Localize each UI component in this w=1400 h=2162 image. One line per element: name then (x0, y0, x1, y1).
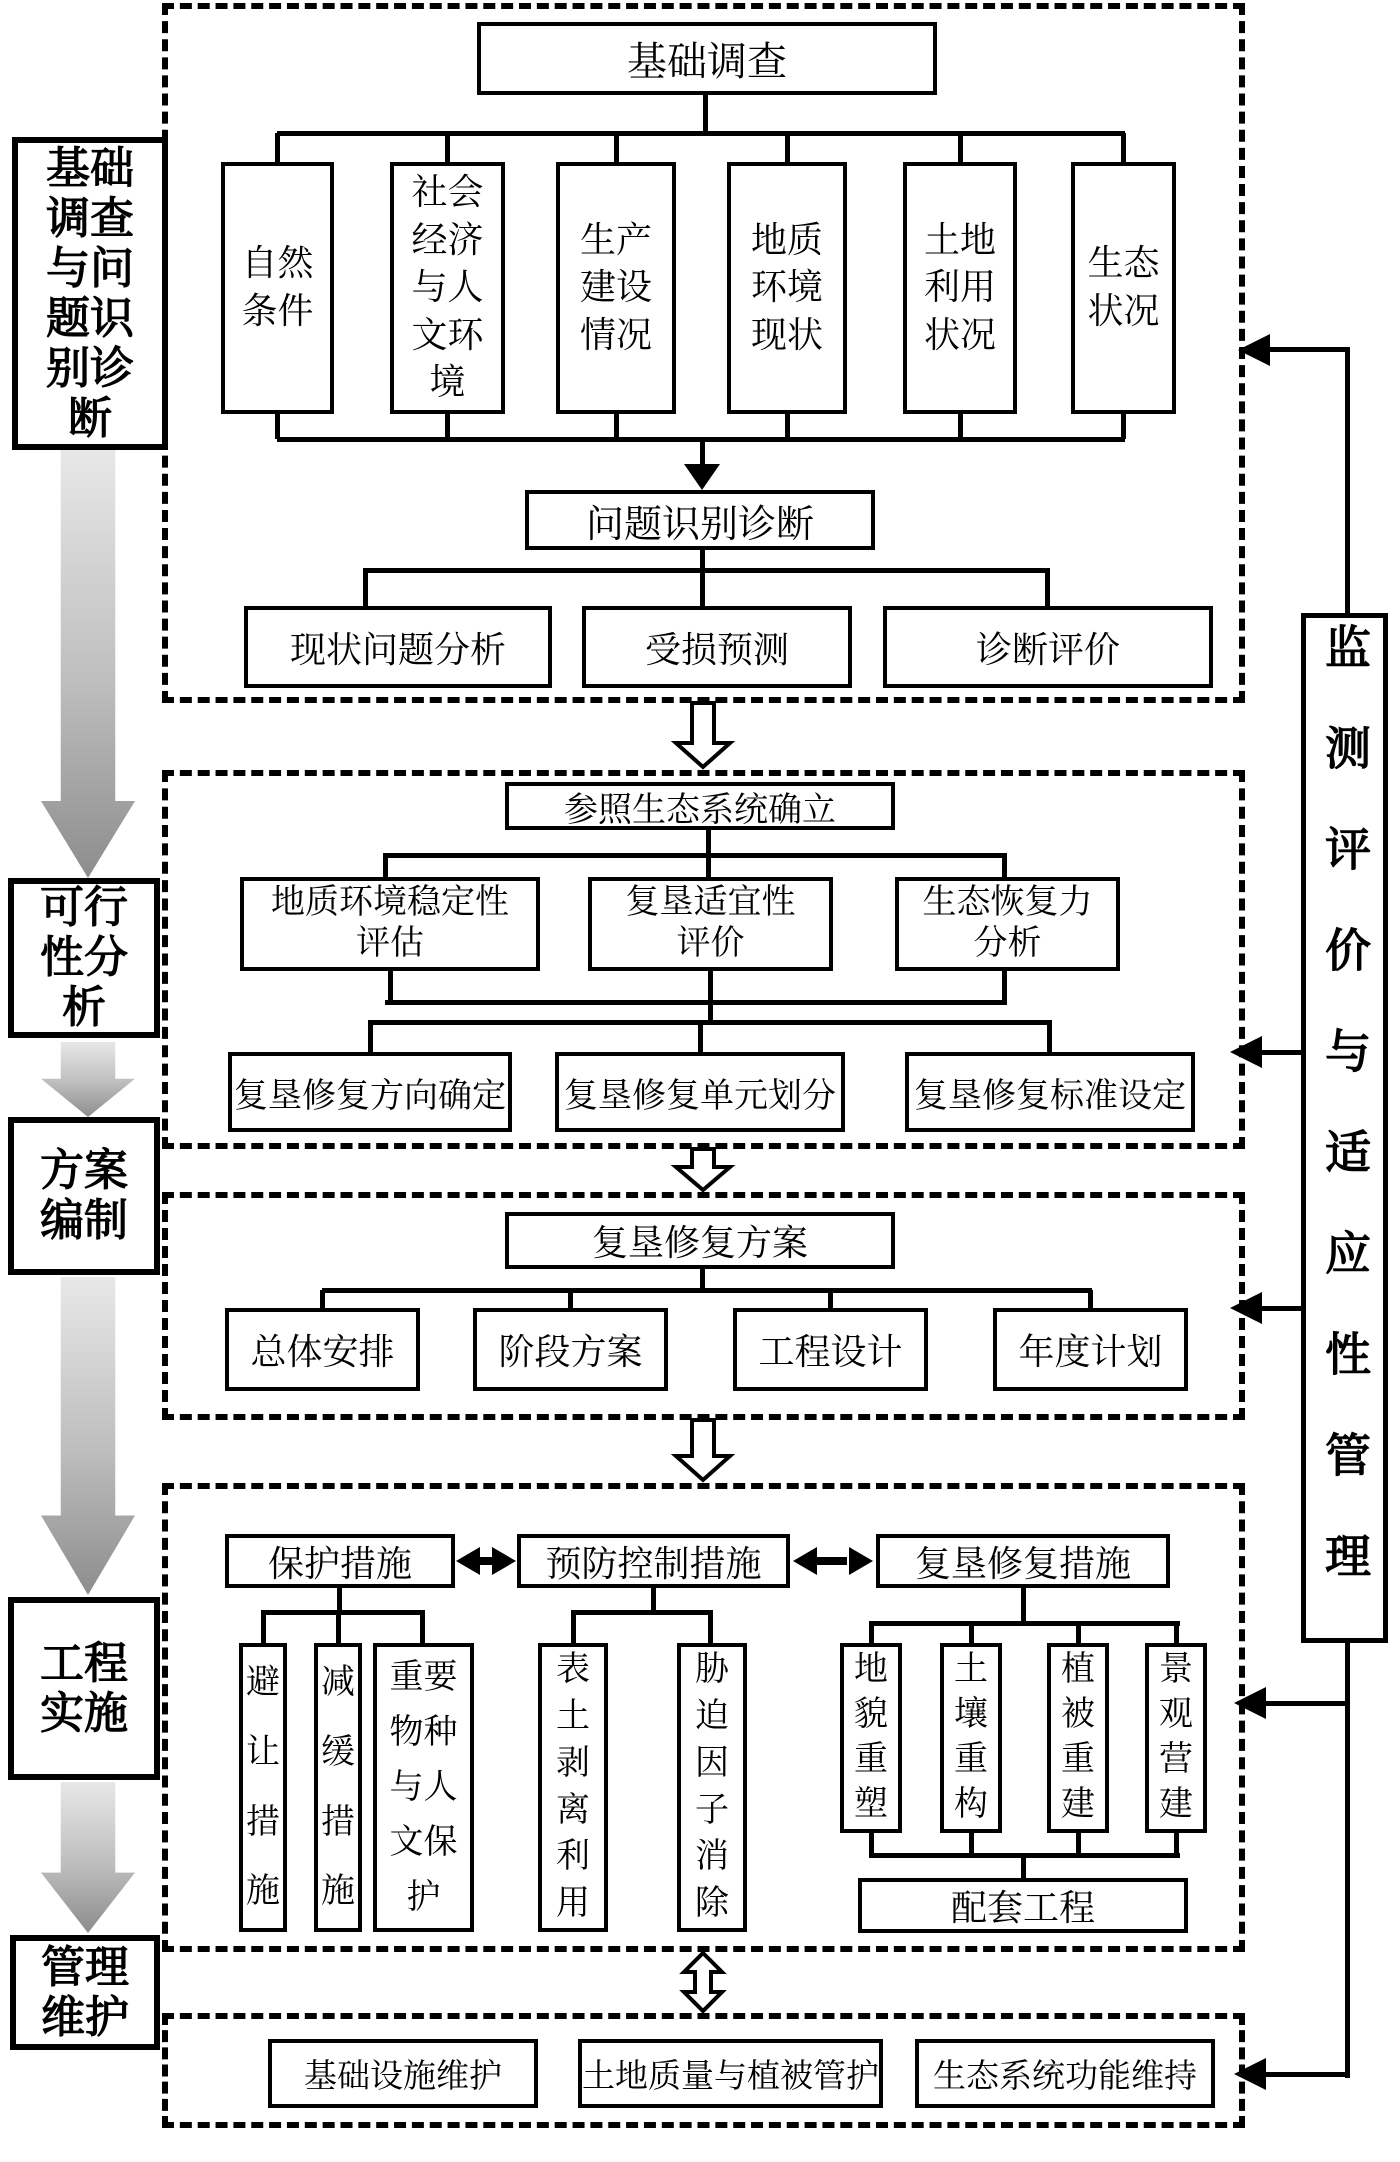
connector-line (969, 1623, 974, 1643)
plan-item: 总体安排 (225, 1308, 420, 1391)
plan-item: 阶段方案 (473, 1308, 668, 1391)
connector-line (1121, 414, 1126, 439)
stage-label: 管理维护 (41, 1942, 129, 2042)
flow-arrow-down-icon (660, 1147, 746, 1193)
diagnosis-item: 诊断评价 (883, 606, 1213, 688)
stage-feasibility (8, 878, 160, 1038)
connector-line (785, 414, 790, 439)
connector-line (368, 1020, 1052, 1025)
connector-line (614, 414, 619, 439)
connector-line (700, 550, 705, 570)
connector-line (363, 570, 368, 606)
diagnosis-title: 问题识别诊断 (585, 503, 814, 546)
connector-line (958, 414, 963, 439)
double-arrow-icon (492, 1547, 516, 1575)
connector-line (828, 1290, 833, 1308)
stage-flow-arrow-icon (41, 1277, 135, 1595)
connector-line (1174, 1623, 1179, 1643)
protection-item: 减缓措施 (314, 1643, 362, 1932)
definition-item: 复垦修复单元划分 (555, 1052, 845, 1132)
connector-line (337, 1588, 342, 1612)
down-arrowhead-icon (684, 464, 720, 490)
survey-item: 地质环境现状 (727, 162, 847, 414)
stage-maintenance (10, 1935, 160, 2050)
survey-item: 生态状况 (1071, 162, 1176, 414)
connector-line (571, 1612, 576, 1643)
connector-line (1076, 1833, 1081, 1855)
diagnosis-item: 受损预测 (582, 606, 852, 688)
measure-header-restoration: 复垦修复措施 (876, 1534, 1170, 1588)
connector-line (1021, 1855, 1026, 1878)
maintenance-item: 土地质量与植被管护 (578, 2039, 883, 2108)
assessment-item: 复垦适宜性评价 (588, 877, 833, 971)
stage-label: 方案编制 (40, 1146, 128, 1245)
restoration-item: 植被重建 (1047, 1643, 1109, 1833)
definition-item: 复垦修复方向确定 (228, 1052, 512, 1132)
connector-line (1262, 1050, 1303, 1055)
double-arrow-icon (849, 1547, 873, 1575)
connector-line (261, 1612, 266, 1643)
stage-label: 工程实施 (40, 1638, 128, 1738)
connector-line (1045, 570, 1050, 606)
stage-label: 可行性分析 (40, 883, 128, 1032)
survey-title-box (477, 22, 937, 95)
survey-item: 社会经济与人文环境 (390, 162, 505, 414)
flow-arrow-down-icon (660, 1418, 746, 1484)
connector-line (1088, 1290, 1093, 1308)
connector-line (1021, 1588, 1026, 1623)
connector-line (336, 1612, 341, 1643)
restoration-item: 土壤重构 (940, 1643, 1002, 1833)
connector-line (445, 414, 450, 439)
stage-flow-arrow-icon (41, 450, 135, 878)
connector-line (708, 1612, 713, 1643)
support-project-box: 配套工程 (858, 1878, 1188, 1933)
connector-line (261, 1610, 425, 1615)
flow-arrow-double-icon (662, 1950, 744, 2014)
stage-survey-diagnosis (12, 137, 168, 450)
connector-line (869, 1621, 1180, 1626)
protection-item: 避让措施 (239, 1643, 287, 1932)
connector-line (869, 1833, 874, 1855)
connector-line (385, 1000, 1007, 1005)
survey-title: 基础调查 (627, 39, 787, 84)
survey-item: 生产建设情况 (556, 162, 676, 414)
connector-line (1047, 1022, 1052, 1052)
connector-line (320, 1290, 325, 1308)
assessment-item: 地质环境稳定性评估 (240, 877, 540, 971)
measure-header-prevention: 预防控制措施 (517, 1534, 790, 1588)
restoration-plan-box: 复垦修复方案 (505, 1212, 895, 1269)
connector-line (1002, 855, 1007, 877)
connector-line (322, 1288, 1092, 1293)
measure-header-protection: 保护措施 (225, 1534, 455, 1588)
reference-ecosystem-box: 参照生态系统确立 (505, 782, 895, 830)
restoration-item: 地貌重塑 (840, 1643, 902, 1833)
stage-flow-arrow-icon (41, 1782, 135, 1933)
connector-line (706, 855, 711, 877)
diagnosis-item: 现状问题分析 (244, 606, 552, 688)
stage-flow-arrow-icon (41, 1042, 135, 1117)
connector-line (1266, 1701, 1347, 1706)
stage-plan-compilation (8, 1117, 160, 1275)
connector-line (275, 414, 280, 439)
connector-line (568, 1290, 573, 1308)
plan-item: 工程设计 (733, 1308, 928, 1391)
connector-line (1345, 347, 1350, 615)
connector-line (703, 95, 708, 133)
plan-item: 年度计划 (993, 1308, 1188, 1391)
restoration-item: 景观营建 (1145, 1643, 1207, 1833)
double-arrow-icon (811, 1557, 847, 1565)
stage-implementation (8, 1597, 160, 1780)
connector-line (700, 1269, 705, 1290)
connector-line (1076, 1623, 1081, 1643)
assessment-item: 生态恢复力分析 (895, 877, 1120, 971)
prevention-item: 胁迫因子消除 (677, 1643, 747, 1932)
flow-arrow-down-icon (660, 701, 746, 771)
connector-line (698, 1022, 703, 1052)
survey-item: 土地利用状况 (903, 162, 1017, 414)
protection-item: 重要物种与人文保护 (373, 1643, 474, 1932)
connector-line (571, 1610, 713, 1615)
monitor-management-panel (1301, 613, 1388, 1643)
connector-line (1268, 347, 1349, 352)
monitor-management-label: 监测评价与适应性管理 (1319, 623, 1370, 1633)
survey-item: 自然条件 (221, 162, 334, 414)
maintenance-item: 生态系统功能维持 (915, 2039, 1215, 2108)
connector-line (383, 855, 388, 877)
connector-line (1262, 1306, 1303, 1311)
maintenance-item: 基础设施维护 (268, 2039, 538, 2108)
connector-line (363, 568, 1050, 573)
connector-line (869, 1623, 874, 1643)
prevention-item: 表土剥离利用 (538, 1643, 608, 1932)
connector-line (969, 1833, 974, 1855)
connector-line (1345, 1641, 1350, 2078)
connector-line (383, 853, 1007, 858)
connector-line (1174, 1833, 1179, 1855)
connector-line (651, 1588, 656, 1612)
stage-label: 基础调查与问题识别诊断 (46, 143, 134, 443)
connector-line (700, 570, 705, 606)
connector-line (277, 131, 1125, 136)
connector-line (368, 1022, 373, 1052)
diagnosis-title-box (525, 490, 875, 550)
connector-line (706, 830, 711, 855)
connector-line (420, 1612, 425, 1643)
definition-item: 复垦修复标准设定 (905, 1052, 1195, 1132)
connector-line (1266, 2072, 1347, 2077)
